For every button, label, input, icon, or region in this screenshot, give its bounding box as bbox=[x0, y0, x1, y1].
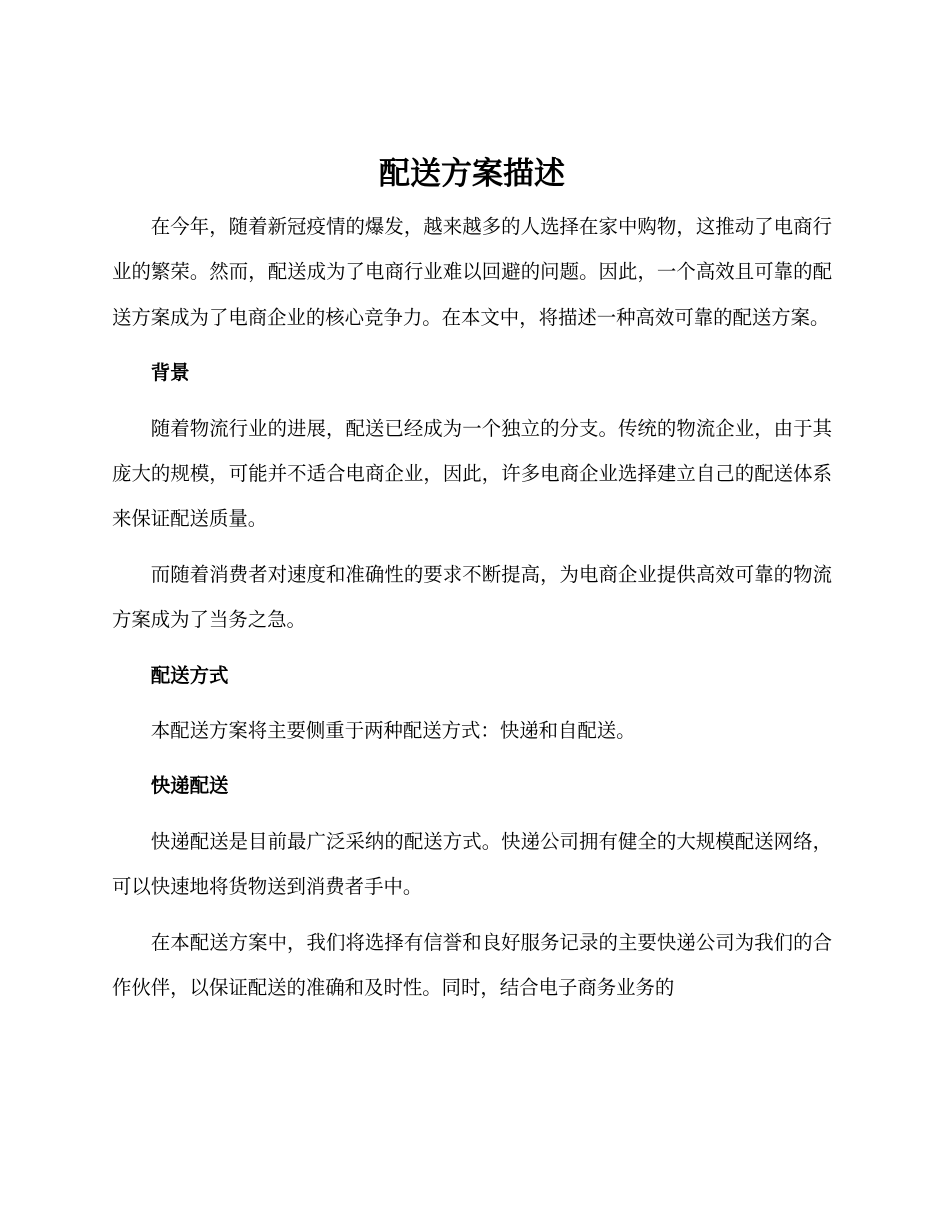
document-page bbox=[112, 150, 832, 1021]
section-delivery-methods bbox=[112, 653, 832, 754]
section-express-delivery bbox=[112, 763, 832, 1010]
section-heading: 背景 bbox=[150, 361, 190, 385]
section-paragraph: 快递配送是目前最广泛采纳的配送方式。快递公司拥有健全的大规模配送网络，可以快速地将货物送到消费者手中。 bbox=[112, 829, 832, 899]
section-paragraph: 本配送方案将主要侧重于两种配送方式：快递和自配送。 bbox=[150, 719, 636, 743]
section-paragraph: 随着物流行业的进展，配送已经成为一个独立的分支。传统的物流企业，由于其庞大的规模，可能并不适合电商企业，因此，许多电商企业选择建立自己的配送体系来保证配送质量。 bbox=[112, 416, 832, 531]
document-title: 配送方案描述 bbox=[379, 156, 565, 192]
section-heading: 配送方式 bbox=[150, 663, 229, 687]
section-background bbox=[112, 350, 832, 642]
intro-paragraph: 在今年，随着新冠疫情的爆发，越来越多的人选择在家中购物，这推动了电商行业的繁荣。然而，配送成为了电商行业难以回避的问题。因此，一个高效且可靠的配送方案成为了电商企业的核心竞争力。在本文中，将描述一种高效可靠的配送方案。 bbox=[112, 215, 832, 329]
section-paragraph: 而随着消费者对速度和准确性的要求不断提高，为电商企业提供高效可靠的物流方案成为了当务之急。 bbox=[112, 562, 832, 632]
section-paragraph: 在本配送方案中，我们将选择有信誉和良好服务记录的主要快递公司为我们的合作伙伴，以保证配送的准确和及时性。同时，结合电子商务业务的 bbox=[112, 930, 832, 1000]
section-heading: 快递配送 bbox=[150, 774, 229, 798]
